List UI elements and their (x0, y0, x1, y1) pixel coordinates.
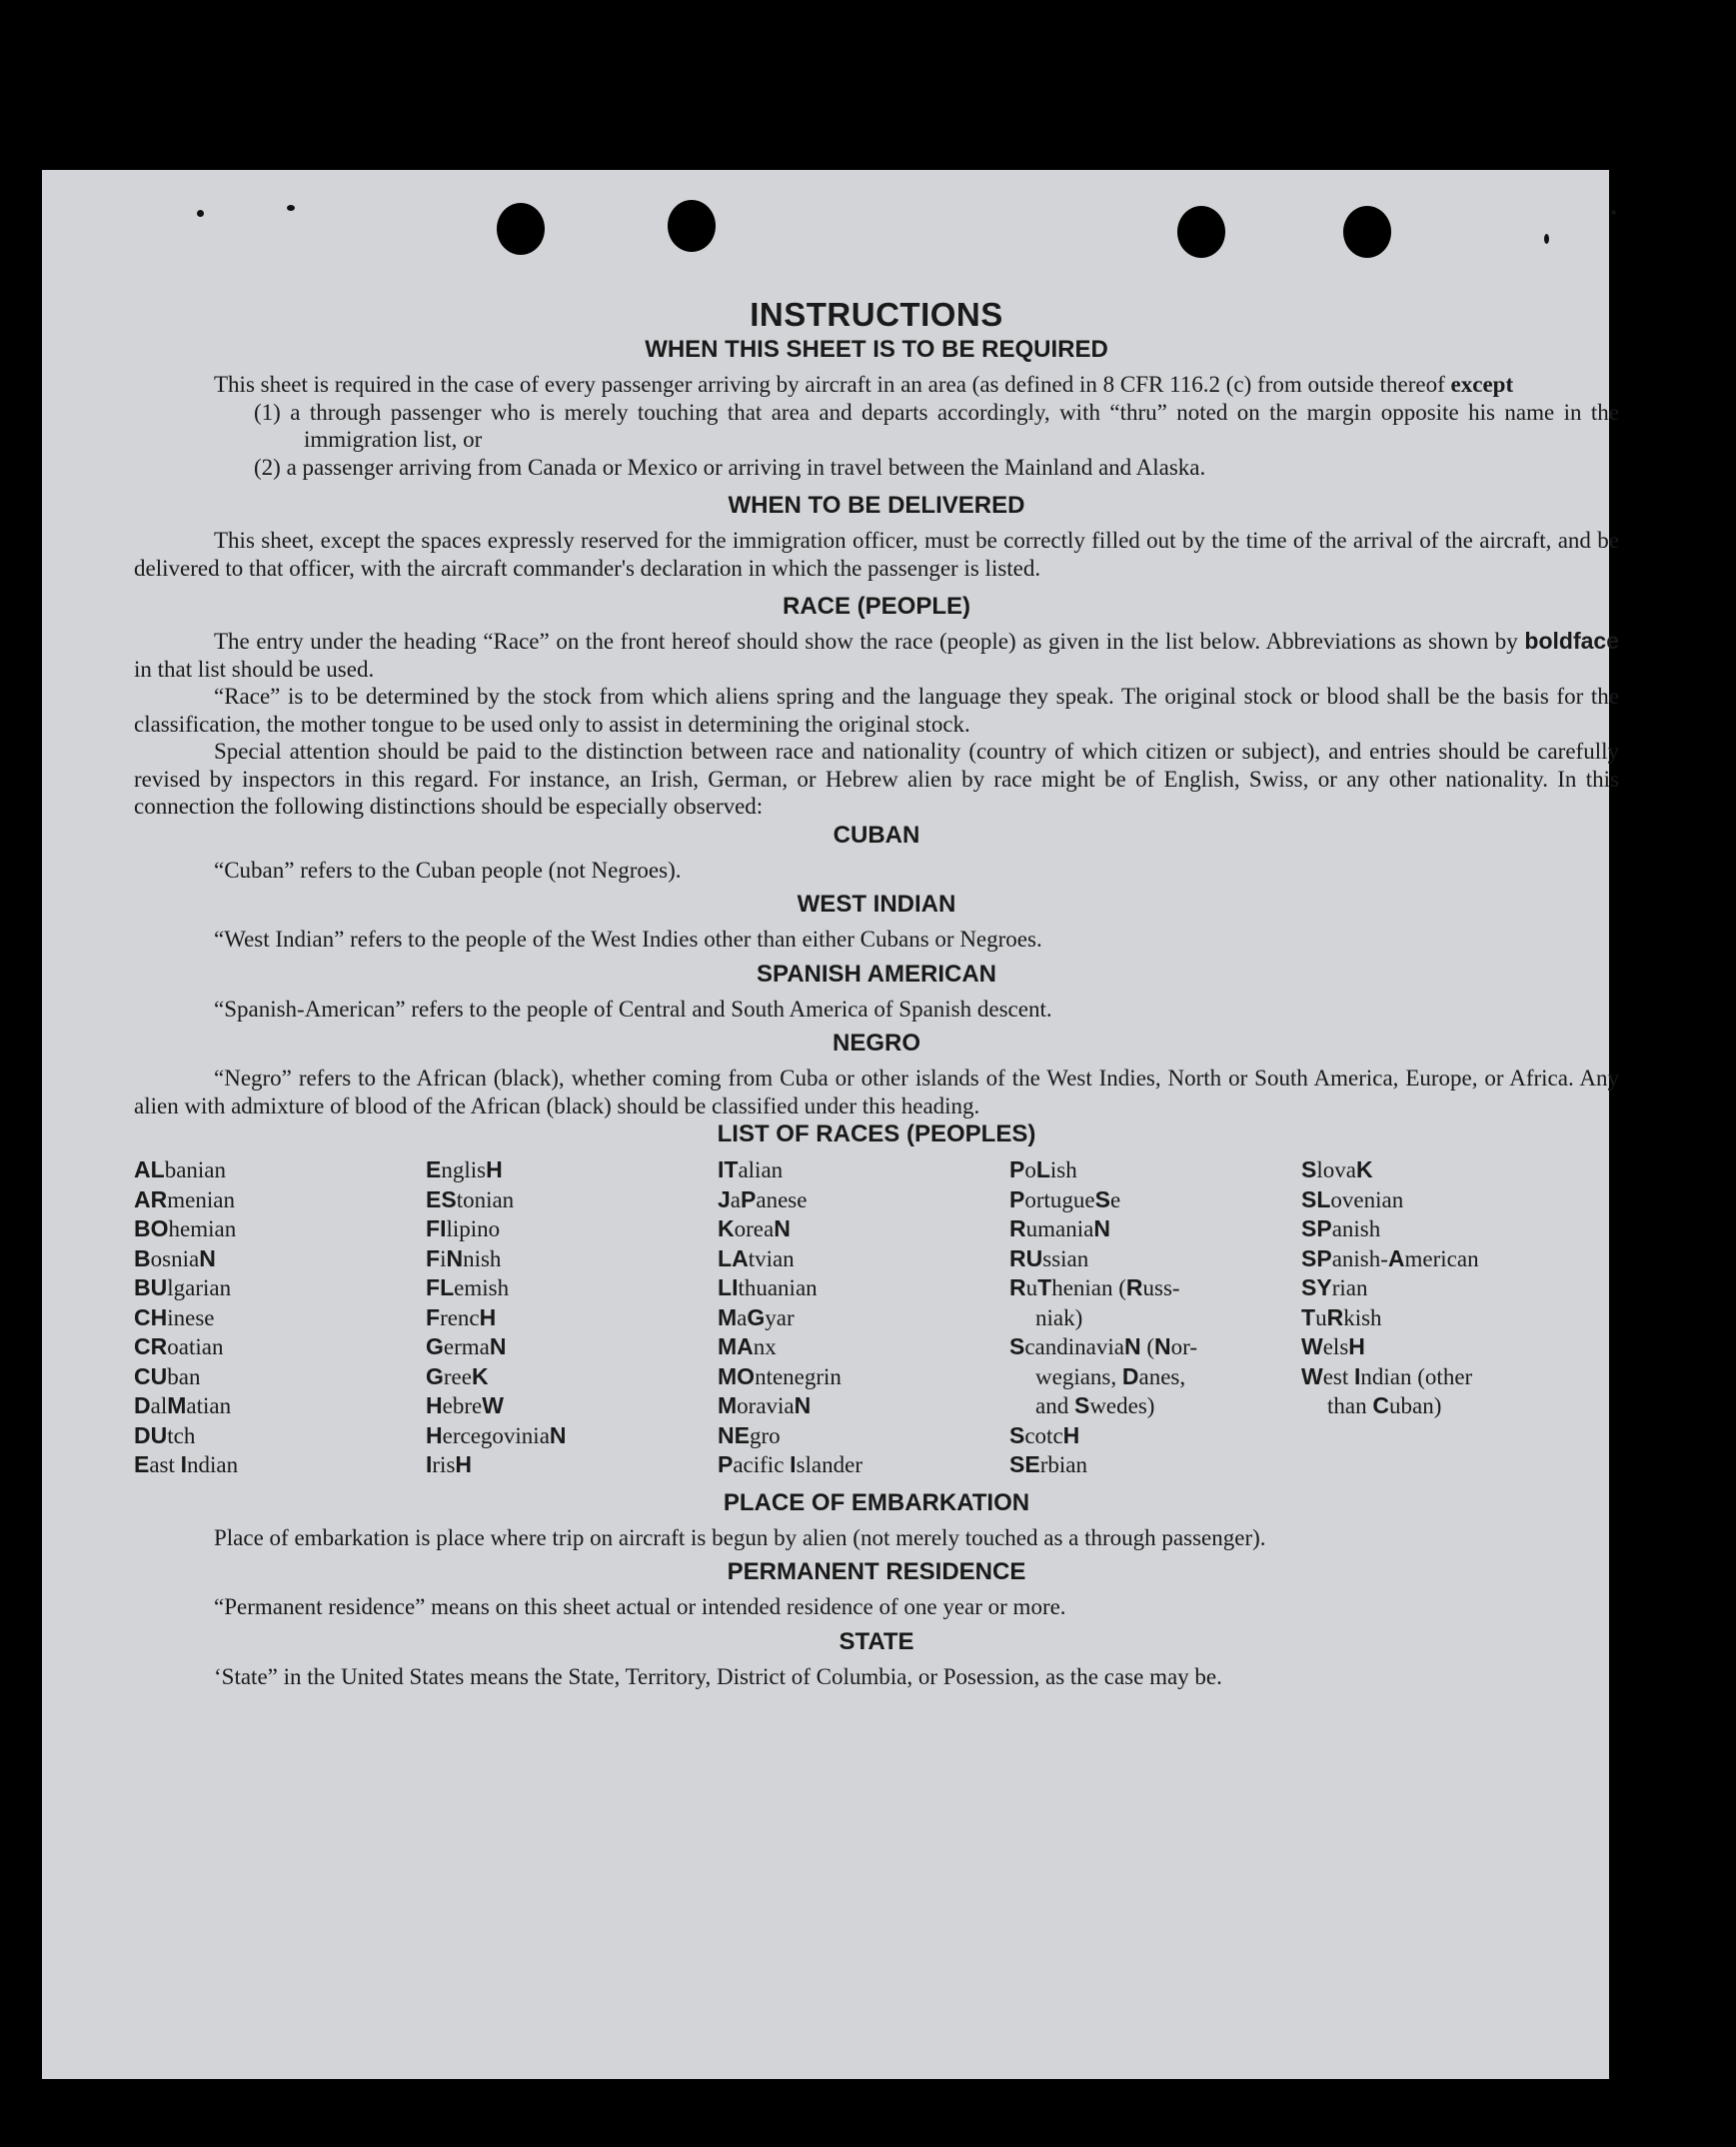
paragraph: “Race” is to be determined by the stock from which aliens spring and the language they speak. The original stock or blood shall be the basis for the classification, the mother tongue to be used only to assist in determining the original stock. (134, 684, 1619, 737)
paragraph: “Negro” refers to the African (black), whether coming from Cuba or other islands of the West Indies, North or South America, Europe, or Africa. Any alien with admixture of blood of the African (black) should be classified under this heading. (134, 1066, 1619, 1118)
race-item: SLovenian (1301, 1185, 1404, 1212)
document-sheet (42, 170, 1619, 2079)
race-item: West Indian (other (1301, 1362, 1473, 1389)
paragraph: “Permanent residence” means on this sheet actual or intended residence of one year or more. (214, 1594, 1066, 1619)
race-item: FIlipino (426, 1215, 501, 1241)
race-item: HercegoviniaN (426, 1421, 567, 1448)
race-item: MOntenegrin (718, 1362, 842, 1389)
race-item: KoreaN (718, 1215, 791, 1241)
speck (197, 210, 204, 217)
race-item: RUssian (1009, 1244, 1089, 1271)
race-item: GreeK (426, 1362, 489, 1389)
paragraph: “Cuban” refers to the Cuban people (not Negroes). (214, 857, 682, 883)
race-item: JaPanese (718, 1185, 808, 1212)
race-item: MAnx (718, 1333, 777, 1359)
race-item: CHinese (134, 1303, 215, 1330)
paragraph (134, 628, 1619, 683)
race-item: ARmenian (134, 1185, 235, 1212)
section-heading: STATE (839, 1627, 914, 1655)
races-column (426, 1155, 718, 1480)
paragraph: This sheet, except the spaces expressly reserved for the immigration officer, must be correctly filled out by the time of the arrival of the aircraft, and be delivered to that officer, with the aircraft commander's declaration in which the passenger is listed. (134, 528, 1619, 581)
paragraph: “West Indian” refers to the people of the West Indies other than either Cubans or Negroes. (214, 927, 1042, 952)
race-item: SPanish-American (1301, 1244, 1479, 1271)
bold-text: except (1450, 372, 1514, 397)
race-item: EnglisH (426, 1156, 503, 1182)
race-item: CUban (134, 1362, 201, 1389)
race-item: ALbanian (134, 1156, 226, 1182)
race-item: than Cuban) (1327, 1392, 1442, 1418)
race-item: PoLish (1009, 1156, 1077, 1182)
section-heading: PERMANENT RESIDENCE (727, 1558, 1026, 1585)
race-item: IrisH (426, 1451, 473, 1477)
paragraph: ‘State” in the United States means the State, Territory, District of Columbia, or Posession, as the case may be. (214, 1663, 1222, 1689)
instructions-body (134, 295, 1619, 1690)
punch-hole (1177, 206, 1225, 258)
races-column (1009, 1155, 1301, 1480)
race-item: WelsH (1301, 1333, 1365, 1359)
bold-text: boldface (1524, 628, 1619, 654)
race-item: LIthuanian (718, 1274, 818, 1300)
section-heading: NEGRO (832, 1030, 920, 1057)
punch-hole (1343, 206, 1391, 258)
race-item: FLemish (426, 1274, 510, 1300)
list-item: (2) a passenger arriving from Canada or Mexico or arriving in travel between the Mainland and Alaska. (254, 454, 1206, 480)
race-item: DUtch (134, 1421, 196, 1448)
section-heading: SPANISH AMERICAN (756, 960, 996, 988)
races-table (134, 1155, 1619, 1480)
speck (1611, 210, 1616, 215)
section-heading: WEST INDIAN (797, 891, 956, 918)
race-item: HebreW (426, 1392, 504, 1418)
race-item: niak) (1035, 1304, 1083, 1330)
race-item: wegians, Danes, (1035, 1362, 1186, 1389)
punch-hole (668, 200, 716, 252)
race-item: GermaN (426, 1333, 507, 1359)
race-item: TuRkish (1301, 1303, 1382, 1330)
race-item: DalMatian (134, 1392, 232, 1418)
race-item: CRoatian (134, 1333, 224, 1359)
race-item: ITalian (718, 1156, 784, 1182)
section-heading: WHEN TO BE DELIVERED (728, 492, 1025, 519)
section-heading: CUBAN (833, 821, 920, 849)
race-item: BUlgarian (134, 1274, 232, 1300)
section-heading: RACE (PEOPLE) (782, 593, 970, 620)
race-item: Pacific Islander (718, 1451, 863, 1477)
race-item: East Indian (134, 1451, 239, 1477)
race-item: ScotcH (1009, 1421, 1080, 1448)
speck (287, 205, 295, 211)
paragraph: “Spanish-American” refers to the people of Central and South America of Spanish descent. (214, 996, 1052, 1022)
race-item: PortugueSe (1009, 1185, 1121, 1212)
race-item: RumaniaN (1009, 1215, 1110, 1241)
race-item: FiNnish (426, 1244, 502, 1271)
speck (1544, 234, 1549, 244)
section-heading: LIST OF RACES (PEOPLES) (717, 1120, 1036, 1147)
race-item: and Swedes) (1035, 1392, 1155, 1418)
race-item: BosniaN (134, 1244, 216, 1271)
race-item: SYrian (1301, 1274, 1368, 1300)
race-item: ScandinaviaN (Nor- (1009, 1333, 1197, 1359)
section-heading: WHEN THIS SHEET IS TO BE REQUIRED (645, 336, 1108, 363)
race-item: MaGyar (718, 1303, 795, 1330)
paragraph: Place of embarkation is place where trip on aircraft is begun by alien (not merely touched as a through passenger). (214, 1524, 1266, 1550)
text: The entry under the heading “Race” on the front hereof should show the race (people) as given in the list below. Abbreviations as shown by (214, 629, 1525, 654)
text: in that list should be used. (134, 656, 375, 682)
race-item: RuThenian (Russ- (1009, 1274, 1180, 1300)
paragraph (134, 371, 1619, 399)
race-item: FrencH (426, 1303, 497, 1330)
races-column (718, 1155, 1009, 1480)
races-column (1301, 1155, 1593, 1480)
text: This sheet is required in the case of every passenger arriving by aircraft in an area (as defined in 8 CFR 116.2 (c) from outside thereof (214, 372, 1451, 397)
race-item: LAtvian (718, 1244, 795, 1271)
race-item: SErbian (1009, 1451, 1087, 1477)
race-item: MoraviaN (718, 1392, 812, 1418)
race-item: SlovaK (1301, 1156, 1373, 1182)
page-title: INSTRUCTIONS (750, 296, 1003, 333)
races-column (134, 1155, 426, 1480)
section-heading: PLACE OF EMBARKATION (723, 1488, 1030, 1516)
list-item: (1) a through passenger who is merely touching that area and departs accordingly, with “thru” noted on the margin opposite his name in the immigration list, or (254, 399, 1619, 452)
paragraph: Special attention should be paid to the distinction between race and nationality (country of which citizen or subject), and entries should be carefully revised by inspectors in this regard. For instance, an Irish, German, or Hebrew alien by race might be of English, Swiss, or any other nationality. In this connection the following distinctions should be especially observed: (134, 739, 1619, 819)
race-item: SPanish (1301, 1215, 1381, 1241)
race-item: EStonian (426, 1185, 515, 1212)
punch-hole (497, 203, 545, 255)
race-item: BOhemian (134, 1215, 237, 1241)
race-item: NEgro (718, 1421, 781, 1448)
